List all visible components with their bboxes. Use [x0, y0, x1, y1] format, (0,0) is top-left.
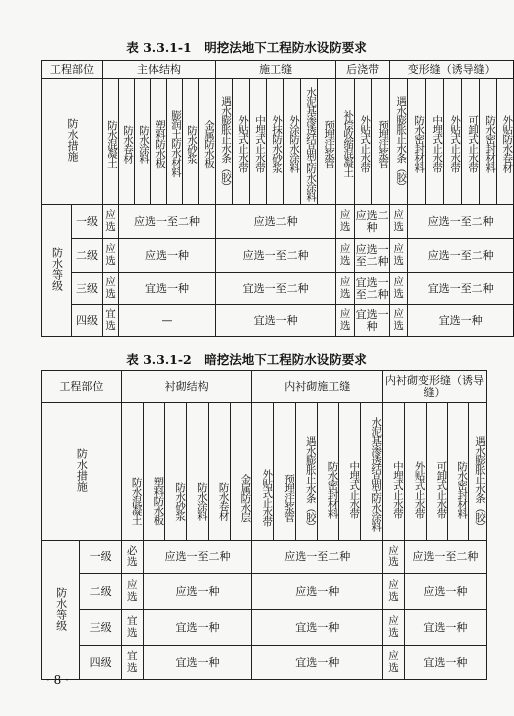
t2-row-3	[42, 610, 487, 646]
t1-level: 一级	[72, 205, 103, 239]
t2-cell: 应选	[383, 610, 405, 646]
table1	[41, 60, 514, 337]
t1-col-header: 外抹防水砂浆	[267, 79, 284, 205]
t1-level: 四级	[72, 305, 103, 337]
t1-cell: 宜选	[103, 305, 119, 337]
t1-cell: 应选一至二种	[119, 205, 216, 239]
t1-col-header: 预埋注浆管	[372, 79, 390, 205]
t2-col-header: 防水卷材	[208, 403, 230, 541]
t1-row-4	[42, 305, 514, 337]
t1-col-header: 膨润土防水材料	[167, 79, 183, 205]
t1-row-3	[42, 273, 514, 305]
t2-cell: 应选	[383, 646, 405, 680]
t1-col-header: 塑料防水板	[151, 79, 167, 205]
t1-grade-label: 防水等级	[50, 247, 64, 291]
t1-col-header: 防水密封材料	[408, 79, 426, 205]
t2-col-header: 防水涂料	[187, 403, 209, 541]
t1-col-header: 防水混凝土	[103, 79, 119, 205]
t1-col-header: 外涂防水涂料	[284, 79, 301, 205]
t1-col-header: 中埋式止水带	[426, 79, 444, 205]
t2-cell: 必选	[121, 541, 143, 574]
t1-cell: 宜选一种	[216, 305, 336, 337]
t2-cell: 宜选一种	[143, 610, 252, 646]
t1-col-header: 防水涂料	[135, 79, 151, 205]
t1-measure-label: 防水措施	[66, 118, 79, 162]
t2-cell: 应选	[121, 574, 143, 610]
t2-col-header: 防水混凝土	[121, 403, 143, 541]
t1-col-header: 防水砂浆	[183, 79, 199, 205]
t1-group-main: 主体结构	[103, 61, 216, 79]
t1-col-header: 防水卷材	[119, 79, 135, 205]
t1-cell: 宜选一至二种	[355, 273, 390, 305]
t1-cell: 宜选一种	[408, 305, 514, 337]
t1-level: 二级	[72, 239, 103, 273]
t1-level: 三级	[72, 273, 103, 305]
t1-cell: 应选	[390, 205, 408, 239]
t1-cell: 应选一至二种	[408, 205, 514, 239]
t1-cell: 应选二种	[355, 205, 390, 239]
t2-cell: 宜选一种	[252, 610, 383, 646]
t1-cell: 应选一至二种	[216, 239, 336, 273]
t1-group-deformation: 变形缝（诱导缝）	[390, 61, 514, 79]
t2-cell: 应选	[383, 574, 405, 610]
t2-col-header: 外贴式止水带	[252, 403, 274, 541]
t1-cell: 应选	[390, 305, 408, 337]
t2-level: 四级	[80, 646, 121, 680]
t1-col-header: 可卸式止水带	[462, 79, 480, 205]
t1-cell: 宜选一至二种	[216, 273, 336, 305]
t2-group-construction-joint: 内衬砌施工缝	[252, 371, 383, 403]
t2-cell: 宜选一种	[404, 646, 486, 680]
t1-col-header: 预埋注浆管	[318, 79, 336, 205]
t2-cell: 宜选	[121, 610, 143, 646]
t1-cell: —	[119, 305, 216, 337]
t2-level: 二级	[80, 574, 121, 610]
t1-cell: 应选	[336, 273, 355, 305]
t2-cell: 宜选	[121, 646, 143, 680]
t1-col-header: 防水密封材料	[480, 79, 497, 205]
t2-col-header: 水泥基渗透结晶型防水涂料	[361, 403, 383, 541]
t1-cell: 宜选一种	[355, 305, 390, 337]
table1-caption: 表 3.3.1-1 明挖法地下工程防水设防要求	[126, 40, 367, 55]
t1-cell: 应选二种	[216, 205, 336, 239]
t1-row-2	[42, 239, 514, 273]
t1-cell: 应选一至二种	[408, 239, 514, 273]
t2-col-header: 防水密封材料	[448, 403, 469, 541]
t2-level: 三级	[80, 610, 121, 646]
t2-measure-label: 防水措施	[75, 448, 89, 492]
t1-cell: 应选	[336, 305, 355, 337]
t2-row-2	[42, 574, 487, 610]
t1-cell: 应选一种	[119, 239, 216, 273]
t2-col-header: 可卸式止水带	[426, 403, 448, 541]
t2-row-4	[42, 646, 487, 680]
t2-part-label: 工程部位	[42, 371, 122, 403]
t2-cell: 宜选一种	[404, 610, 486, 646]
t1-col-header: 遇水膨胀止水条（胶）	[390, 79, 408, 205]
t1-col-header: 外贴式止水带	[233, 79, 250, 205]
t1-col-header: 金属防水板	[199, 79, 216, 205]
t1-part-label: 工程部位	[42, 61, 103, 79]
t1-col-header: 中埋式止水带	[250, 79, 267, 205]
t1-col-header: 外贴式止水带	[355, 79, 372, 205]
t1-row-1	[42, 205, 514, 239]
t1-group-post-pour: 后浇带	[336, 61, 390, 79]
t2-level: 一级	[80, 541, 121, 574]
page-number: · 8 ·	[46, 673, 69, 687]
t2-cell: 应选一种	[252, 574, 383, 610]
t1-col-header: 补偿收缩混凝土	[336, 79, 355, 205]
t1-cell: 应选	[103, 239, 119, 273]
t1-cell: 宜选一种	[119, 273, 216, 305]
t1-cell: 应选一至二种	[355, 239, 390, 273]
t2-col-header: 防水砂浆	[165, 403, 187, 541]
t1-cell: 宜选一至二种	[408, 273, 514, 305]
t1-cell: 应选	[103, 205, 119, 239]
t2-col-header: 中埋式止水带	[339, 403, 361, 541]
t2-col-header: 遇水膨胀止水条（胶）	[295, 403, 317, 541]
t1-cell: 应选	[336, 205, 355, 239]
t2-cell: 宜选一种	[143, 646, 252, 680]
t2-col-header: 外贴式止水带	[404, 403, 426, 541]
t2-col-header: 预埋注浆管	[274, 403, 296, 541]
t2-group-lining: 衬砌结构	[121, 371, 252, 403]
t2-cell: 应选	[383, 541, 405, 574]
t1-col-header: 外贴防水卷材	[497, 79, 514, 205]
t2-row-1	[42, 541, 487, 574]
t2-col-header: 遇水膨胀止水条（胶）	[469, 403, 487, 541]
table2-caption: 表 3.3.1-2 暗挖法地下工程防水设防要求	[126, 352, 367, 367]
t1-col-header: 外贴式止水带	[444, 79, 462, 205]
t2-col-header: 防水密封材料	[317, 403, 339, 541]
t2-col-header: 金属防水层	[230, 403, 252, 541]
t2-cell: 宜选一种	[252, 646, 383, 680]
t1-cell: 应选	[336, 239, 355, 273]
t1-col-header: 遇水膨胀止水条（胶）	[216, 79, 233, 205]
t1-cell: 应选	[390, 273, 408, 305]
t2-cell: 应选一种	[143, 574, 252, 610]
t1-col-header: 水泥基渗透结晶型防水涂料	[301, 79, 318, 205]
t1-cell: 应选	[390, 239, 408, 273]
table2	[41, 370, 487, 680]
t2-cell: 应选一至二种	[252, 541, 383, 574]
t1-group-construction-joint: 施工缝	[216, 61, 336, 79]
t2-cell: 应选一至二种	[143, 541, 252, 574]
t2-cell: 应选一至二种	[404, 541, 486, 574]
t1-cell: 应选	[103, 273, 119, 305]
t2-group-deformation: 内衬砌变形缝（诱导缝）	[383, 371, 487, 403]
t2-grade-label: 防水等级	[54, 586, 68, 631]
t2-col-header: 塑料防水板	[143, 403, 165, 541]
t2-col-header: 中埋式止水带	[383, 403, 405, 541]
t2-cell: 应选一种	[404, 574, 486, 610]
